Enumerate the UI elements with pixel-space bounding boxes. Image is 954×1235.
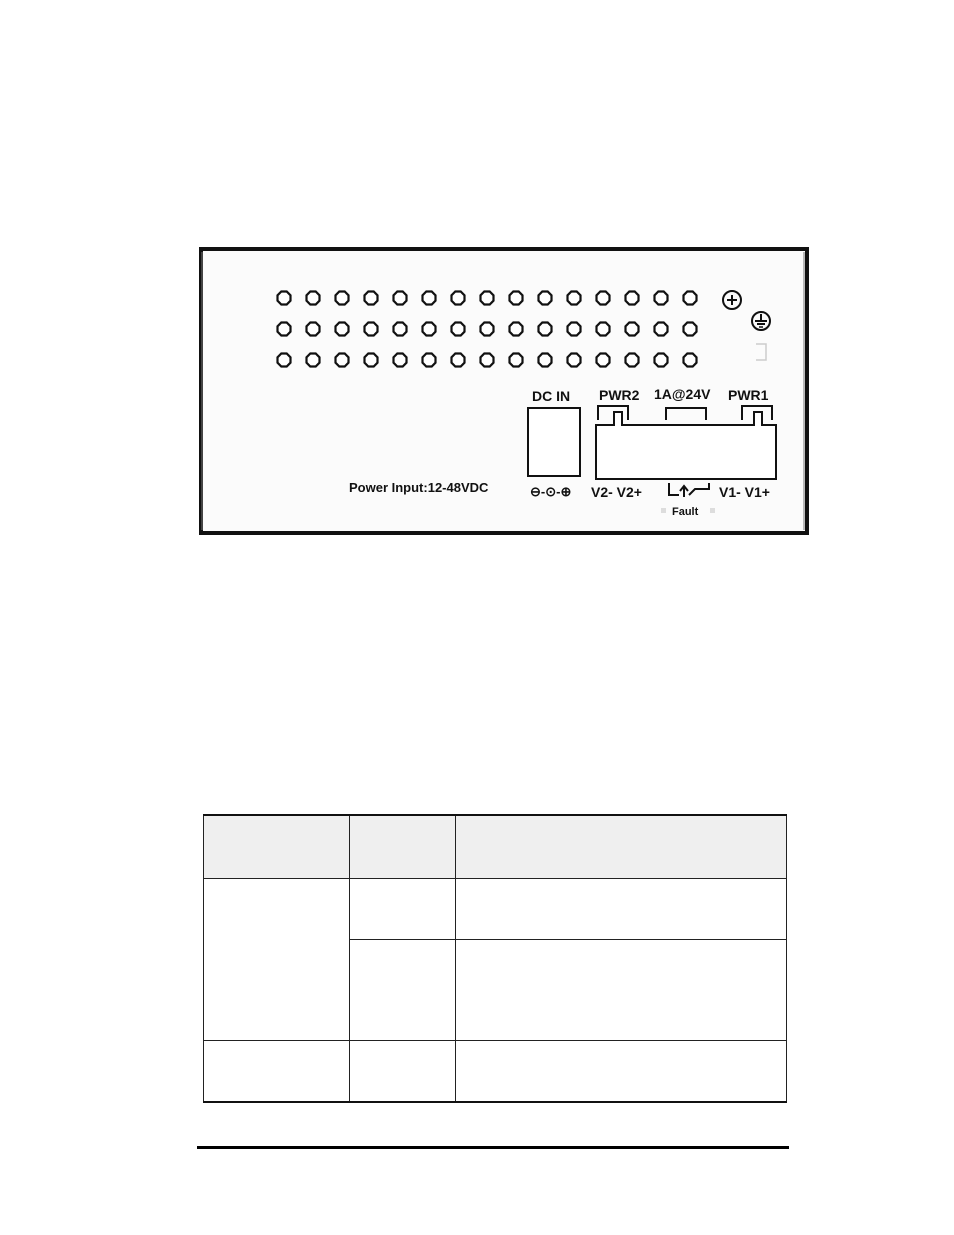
table-row	[204, 879, 787, 940]
v2-terminal-label: V2- V2+	[591, 484, 642, 500]
table-row	[204, 1041, 787, 1103]
vent-hole	[336, 292, 349, 305]
table-cell	[350, 879, 456, 940]
footer-rule	[197, 1146, 789, 1149]
vent-hole	[626, 354, 639, 367]
vent-hole	[539, 354, 552, 367]
vent-hole	[626, 323, 639, 336]
vent-hole	[307, 354, 320, 367]
vent-hole	[626, 292, 639, 305]
vent-hole	[655, 354, 668, 367]
vent-hole	[278, 292, 291, 305]
table-header-cell	[204, 815, 350, 879]
vent-hole	[307, 292, 320, 305]
table-header-cell	[456, 815, 787, 879]
vent-hole	[539, 292, 552, 305]
vent-hole	[510, 354, 523, 367]
vent-hole	[510, 323, 523, 336]
rear-panel-figure	[198, 246, 812, 538]
vent-hole	[597, 323, 610, 336]
dc-in-label: DC IN	[532, 388, 571, 404]
vent-hole	[365, 292, 378, 305]
vent-hole	[684, 354, 697, 367]
vent-hole	[423, 323, 436, 336]
vent-hole	[278, 354, 291, 367]
rear-panel-drawing	[198, 246, 812, 538]
spec-table	[203, 814, 787, 1103]
table-cell	[204, 1041, 350, 1103]
table-header-row	[204, 815, 787, 879]
vent-hole	[655, 323, 668, 336]
vent-hole	[568, 292, 581, 305]
vent-hole	[452, 354, 465, 367]
table-cell	[456, 1041, 787, 1103]
vent-hole	[278, 323, 291, 336]
vent-hole	[481, 354, 494, 367]
vent-hole-grid	[278, 292, 697, 367]
vent-hole	[655, 292, 668, 305]
vent-hole	[684, 292, 697, 305]
vent-hole	[394, 354, 407, 367]
vent-hole	[394, 323, 407, 336]
rating-label: 1A@24V	[654, 386, 711, 402]
vent-hole	[365, 323, 378, 336]
table-cell	[204, 879, 350, 1041]
vent-hole	[597, 292, 610, 305]
vent-hole	[684, 323, 697, 336]
table-cell	[456, 940, 787, 1041]
vent-hole	[423, 292, 436, 305]
vent-hole	[481, 292, 494, 305]
table-cell	[456, 879, 787, 940]
table-cell	[350, 1041, 456, 1103]
fault-label: Fault	[672, 506, 699, 518]
power-input-label: Power Input:12-48VDC	[349, 480, 489, 495]
v1-terminal-label: V1- V1+	[719, 484, 770, 500]
table-cell	[350, 940, 456, 1041]
dc-polarity-symbol: ⊖-⊙-⊕	[530, 484, 572, 499]
panel-frame	[201, 249, 807, 533]
dc-in-jack	[528, 408, 580, 476]
vent-hole	[394, 292, 407, 305]
vent-hole	[452, 323, 465, 336]
vent-hole	[423, 354, 436, 367]
vent-hole	[539, 323, 552, 336]
vent-hole	[452, 292, 465, 305]
vent-hole	[336, 354, 349, 367]
table-header-cell	[350, 815, 456, 879]
vent-hole	[365, 354, 378, 367]
pwr1-label: PWR1	[728, 387, 769, 403]
vent-hole	[336, 323, 349, 336]
vent-hole	[568, 323, 581, 336]
vent-hole	[481, 323, 494, 336]
vent-hole	[307, 323, 320, 336]
vent-hole	[510, 292, 523, 305]
vent-hole	[568, 354, 581, 367]
vent-hole	[597, 354, 610, 367]
pwr2-label: PWR2	[599, 387, 640, 403]
